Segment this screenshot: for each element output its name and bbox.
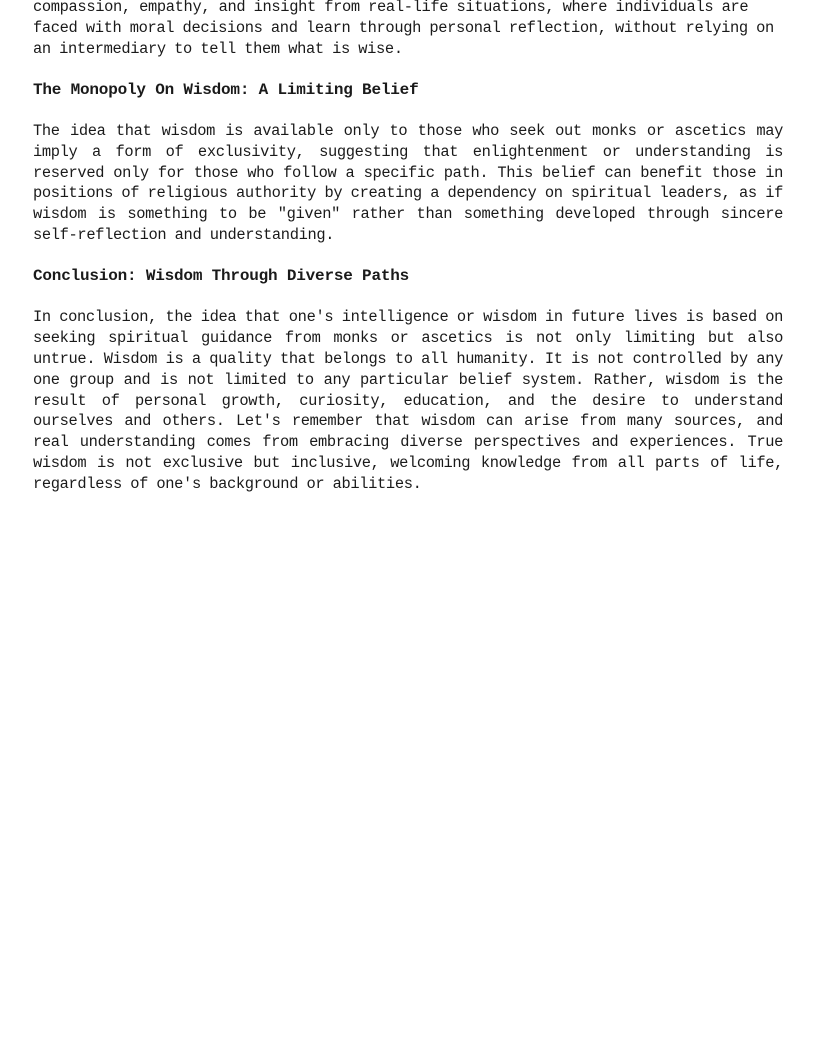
spacer [33, 287, 783, 307]
section-body-monopoly: The idea that wisdom is available only to those who seek out monks or ascetics may imply a form of exclusivity, suggesting that enlightenment or understanding is reserved only for those who follow a specific path. This belief can benefit those in positions of religious authority by creating a dependency on spiritual leaders, as if wisdom is something to be "given" rather than something developed through sincere self-reflection and understanding. [33, 121, 783, 244]
spacer [33, 246, 783, 266]
section-body-conclusion: In conclusion, the idea that one's intelligence or wisdom in future lives is based on seeking spiritual guidance from monks or ascetics is not only limiting but also untrue. Wisdom is a quality that belongs to all humanity. It is not controlled by any one group and is not limited to any particular belief system. Rather, wisdom is the result of personal growth, curiosity, education, and the desire to understand ourselves and others. Let's remember that wisdom can arise from many sources, and real understanding comes from embracing diverse perspectives and experiences. True wisdom is not exclusive but inclusive, welcoming knowledge from all parts of life, regardless of one's background or abilities. [33, 308, 783, 493]
spacer [33, 101, 783, 121]
intro-paragraph: compassion, empathy, and insight from real-life situations, where individuals are faced with moral decisions and learn through personal reflection, without relying on an intermediary to tell them what is wise. [33, 0, 774, 58]
section-heading-conclusion: Conclusion: Wisdom Through Diverse Paths [33, 267, 410, 286]
document-page [33, 0, 783, 495]
section-heading-monopoly: The Monopoly On Wisdom: A Limiting Belief [33, 80, 419, 99]
spacer [33, 59, 783, 79]
